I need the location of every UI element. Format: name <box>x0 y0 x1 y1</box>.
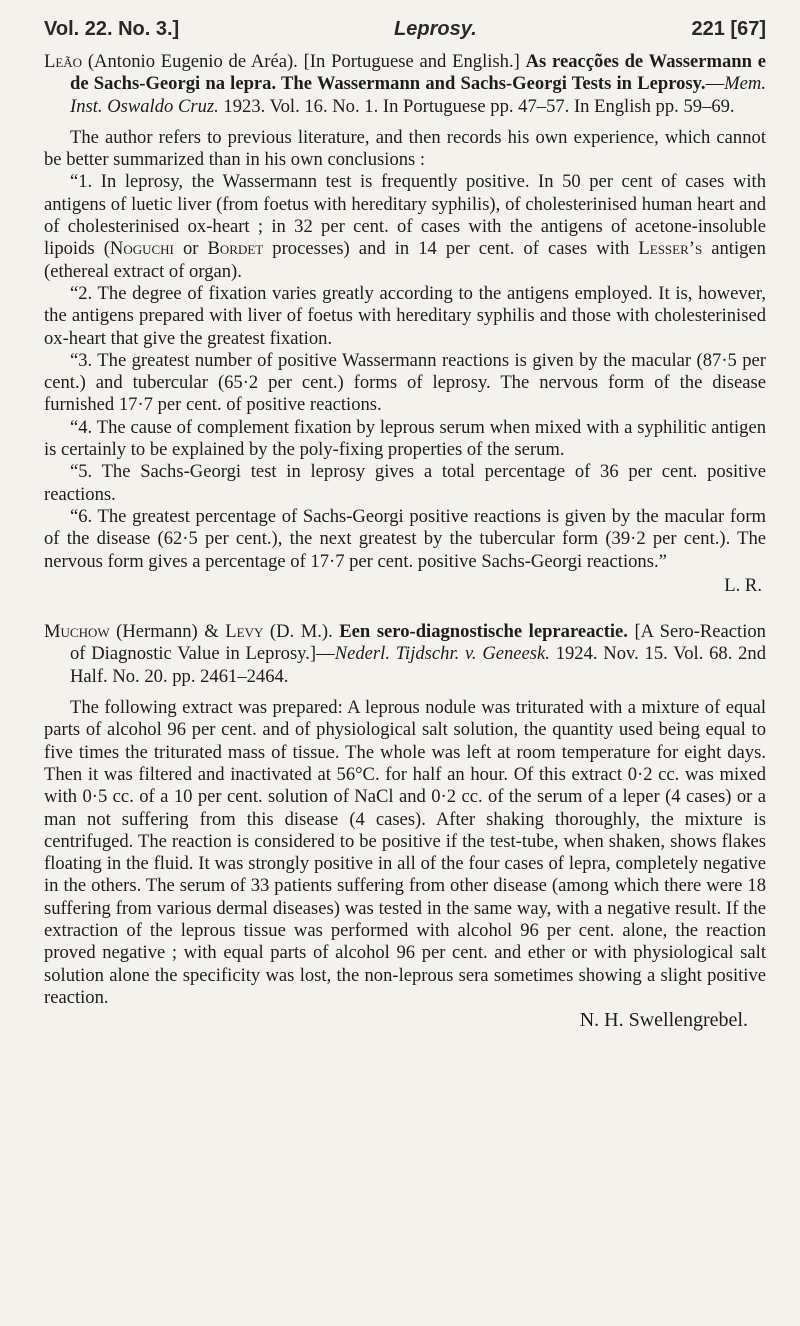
conclusion-2: “2. The degree of fixation varies greatly according to the antigens employed. It is, however, the antigens prepared with liver of foetus with hereditary syphilis and those with cholesterinised ox-heart that give the greatest fixation. <box>44 282 766 349</box>
article2-body: The following extract was prepared: A leprous nodule was triturated with a mixture of equal parts of alcohol 96 per cent. and of physiological salt solution, the quantity used being equal to five times the triturated mass of tissue. The whole was left at room temperature for eight days. Then it was filtered and inactivated at 56°C. for half an hour. Of this extract 0·2 cc. was mixed with 0·5 cc. of a 10 per cent. solution of NaCl and 0·2 cc. of the serum of a leper (4 cases) or a man not suffering from this disease (4 cases). After shaking thoroughly, the mixture is centrifuged. The reaction is considered to be positive if the test-tube, when shaken, shows flakes floating in the fluid. It was strongly positive in all of the four cases of lepra, completely negative in the others. The serum of 33 patients suffering from other disease (among which there were 18 suffering from various dermal diseases) was tested in the same way, with a negative result. If the extraction of the leprous tissue was performed with alcohol 96 per cent. alone, the reaction proved negative ; with equal parts of alcohol 96 per cent. and ether or with physiological salt solution alone the specificity was lost, the non-leprous sera sometimes showing a slight positive reaction. <box>44 697 766 1008</box>
name-lesser: Lesser’s <box>638 238 703 260</box>
page <box>44 18 766 1031</box>
article2-author-rest: (D. M.). <box>263 621 340 643</box>
article2-signature: N. H. Swellengrebel. <box>579 1009 748 1032</box>
journal-title: Leprosy. <box>394 18 477 40</box>
volume-issue: Vol. 22. No. 3.] <box>44 18 180 40</box>
article1-author: Leão <box>44 51 83 72</box>
conclusion-1-text-d: antigen (ethereal extract of organ). <box>44 238 766 282</box>
page-number: 221 [67] <box>691 18 766 40</box>
conclusion-3: “3. The greatest number of positive Wassermann reactions is given by the macular (87·5 per cent.) and tubercular (65·2 per cent.) forms of leprosy. The nervous form of the disease furnished 17·7 per cent. of positive reactions. <box>44 349 766 416</box>
article1-title: As reacções de Wassermann e de Sachs-Georgi na lepra. The Wassermann and Sachs-Georgi Tests in Leprosy. <box>70 51 766 95</box>
article2-author-mid: (Hermann) & <box>109 621 226 643</box>
name-noguchi: Noguchi <box>109 238 174 260</box>
article1-journal: Mem. Inst. Oswaldo Cruz. <box>70 73 766 117</box>
article2-author1: Muchow <box>44 621 110 643</box>
conclusion-1 <box>44 171 766 282</box>
conclusion-4: “4. The cause of complement fixation by leprous serum when mixed with a syphilitic antigen is certainly to be explained by the poly-fixing properties of the serum. <box>44 416 766 461</box>
article2-citation <box>44 621 766 688</box>
article1-sep: — <box>705 73 725 95</box>
article2-details: 1924. Nov. 15. Vol. 68. 2nd Half. No. 20. pp. 2461–2464. <box>70 643 766 687</box>
article1-author-rest: (Antonio Eugenio de Aréa). [In Portuguese and English.] <box>82 51 526 72</box>
conclusion-1-text-b: or <box>173 238 208 260</box>
running-header <box>44 18 766 41</box>
name-bordet: Bordet <box>207 238 264 260</box>
article2-title: Een sero-diagnostische leprareactie. <box>339 621 628 643</box>
conclusion-1-text-a: “1. In leprosy, the Wassermann test is frequently positive. In 50 per cent of cases with antigens of luetic liver (from foetus with hereditary syphilis), of cholesterinised human heart and of cholesterinised ox-heart ; in 32 per cent. of cases with the antigens of acetone-insoluble lipoids ( <box>44 171 766 260</box>
article1-details: 1923. Vol. 16. No. 1. In Portuguese pp. 47–57. In English pp. 59–69. <box>218 95 735 117</box>
conclusion-6: “6. The greatest percentage of Sachs-Georgi positive reactions is given by the macular form of the disease (62·5 per cent.), the next greatest by the tubercular form (39·2 per cent.). The nervous form gives a percentage of 17·7 per cent. positive Sachs-Georgi reactions.” <box>44 505 766 572</box>
conclusion-5: “5. The Sachs-Georgi test in leprosy gives a total percentage of 36 per cent. positive reactions. <box>44 461 766 505</box>
article2-translation: [A Sero-Reaction of Diagnostic Value in Leprosy.]— <box>70 621 766 665</box>
conclusion-1-text-c: processes) and in 14 per cent. of cases with <box>263 238 639 260</box>
article2-author2: Levy <box>225 621 264 643</box>
article1-signature: L. R. <box>724 574 762 596</box>
article1-citation <box>44 51 766 118</box>
article2-journal: Nederl. Tijdschr. v. Geneesk. <box>334 643 550 665</box>
article1-intro: The author refers to previous literature, and then records his own experience, which cannot be better summarized than in his own conclusions : <box>44 126 766 171</box>
